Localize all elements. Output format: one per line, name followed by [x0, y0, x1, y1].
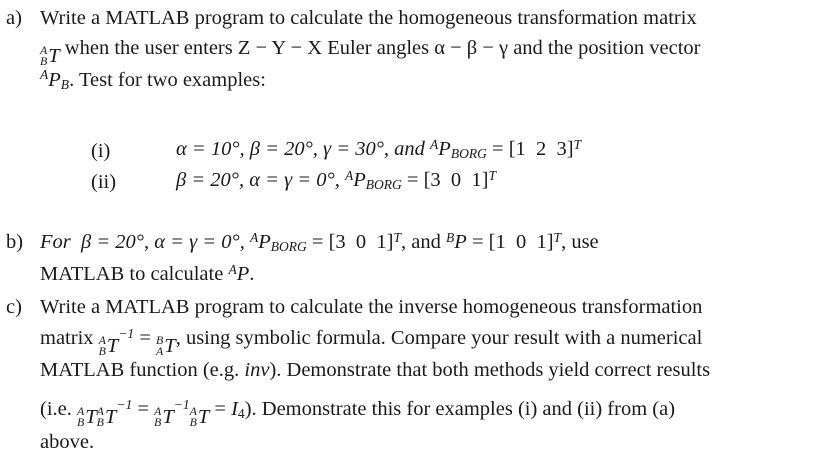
transform-symbol: A B T	[40, 43, 60, 69]
part-c-line4-end: ). Demonstrate this for examples (i) and (ii) from (a)	[244, 398, 676, 420]
part-c-line2-start: matrix	[40, 327, 99, 349]
part-c-label: c)	[6, 296, 22, 318]
example-ii-transpose: T	[488, 167, 497, 183]
part-b-line1-text: For β = 20°, α = γ = 0°,	[40, 231, 250, 253]
part-a-line3-text: . Test for two examples:	[69, 69, 266, 91]
example-i-equation: α = 10°, β = 20°, γ = 30°, and $^A$PBORG = [1 2 3]$^T$	[176, 136, 582, 162]
part-a-line3: $^A$PB. Test for two examples:	[40, 67, 266, 93]
part-c-line2: matrix A B T $^{-1}$ = B A T , using symbolic formula. Compare your result with a numerical	[40, 325, 703, 359]
example-ii-label: (ii)	[91, 171, 117, 193]
example-ii-eq-text: β = 20°, α = γ = 0°,	[176, 169, 345, 191]
part-c-line3-start: MATLAB function (e.g.	[40, 359, 245, 381]
part-c-line5: above.	[40, 431, 95, 453]
part-c-line2-end: , using symbolic formula. Compare your result with a numerical	[175, 327, 703, 349]
part-b-line2: MATLAB to calculate $^A$P.	[40, 261, 255, 285]
part-a-line1: Write a MATLAB program to calculate the homogeneous transformation matrix	[40, 7, 697, 29]
part-a-line2	[40, 38, 701, 68]
example-i-eq-text: α = 10°, β = 20°, γ = 30°, and	[176, 138, 431, 160]
part-b-and: , and	[401, 231, 447, 253]
part-c-line4: (i.e. A B T A B T $^{-1}$ = A B T $^{-1}$ A B T = I4). Demonstrate this for examples (i) and (ii) from (a)	[40, 396, 676, 430]
part-a-line2-text: when the user enters Z − Y − X Euler angles α − β − γ and the position vector	[59, 37, 701, 59]
part-b-label: b)	[6, 231, 24, 253]
part-c-line3-end: ). Demonstrate that both methods yield correct results	[269, 359, 711, 381]
part-b-bp: [1 0 1]	[488, 231, 554, 253]
part-c-inv: inv	[244, 359, 270, 381]
part-b-line2-text: MATLAB to calculate	[40, 263, 229, 285]
part-c-line1: Write a MATLAB program to calculate the inverse homogeneous transformation	[40, 296, 703, 318]
part-c-line3	[40, 360, 710, 381]
example-i-pborg: [1 2 3]	[508, 138, 574, 160]
part-b-pborg: [3 0 1]	[328, 231, 394, 253]
part-b-line1: For β = 20°, α = γ = 0°, $^A$PBORG = [3 0 1]$^T$, and $^B$P = [1 0 1]$^T$, use	[40, 229, 599, 255]
part-c-line4-start: (i.e.	[40, 398, 77, 420]
example-ii-equation: β = 20°, α = γ = 0°, $^A$PBORG = [3 0 1]$^T$	[176, 167, 497, 193]
example-ii-pborg: [3 0 1]	[423, 169, 489, 191]
part-b-use: , use	[561, 231, 599, 253]
example-i-label: (i)	[91, 140, 111, 162]
example-i-transpose: T	[573, 136, 582, 152]
part-a-label: a)	[6, 7, 22, 29]
